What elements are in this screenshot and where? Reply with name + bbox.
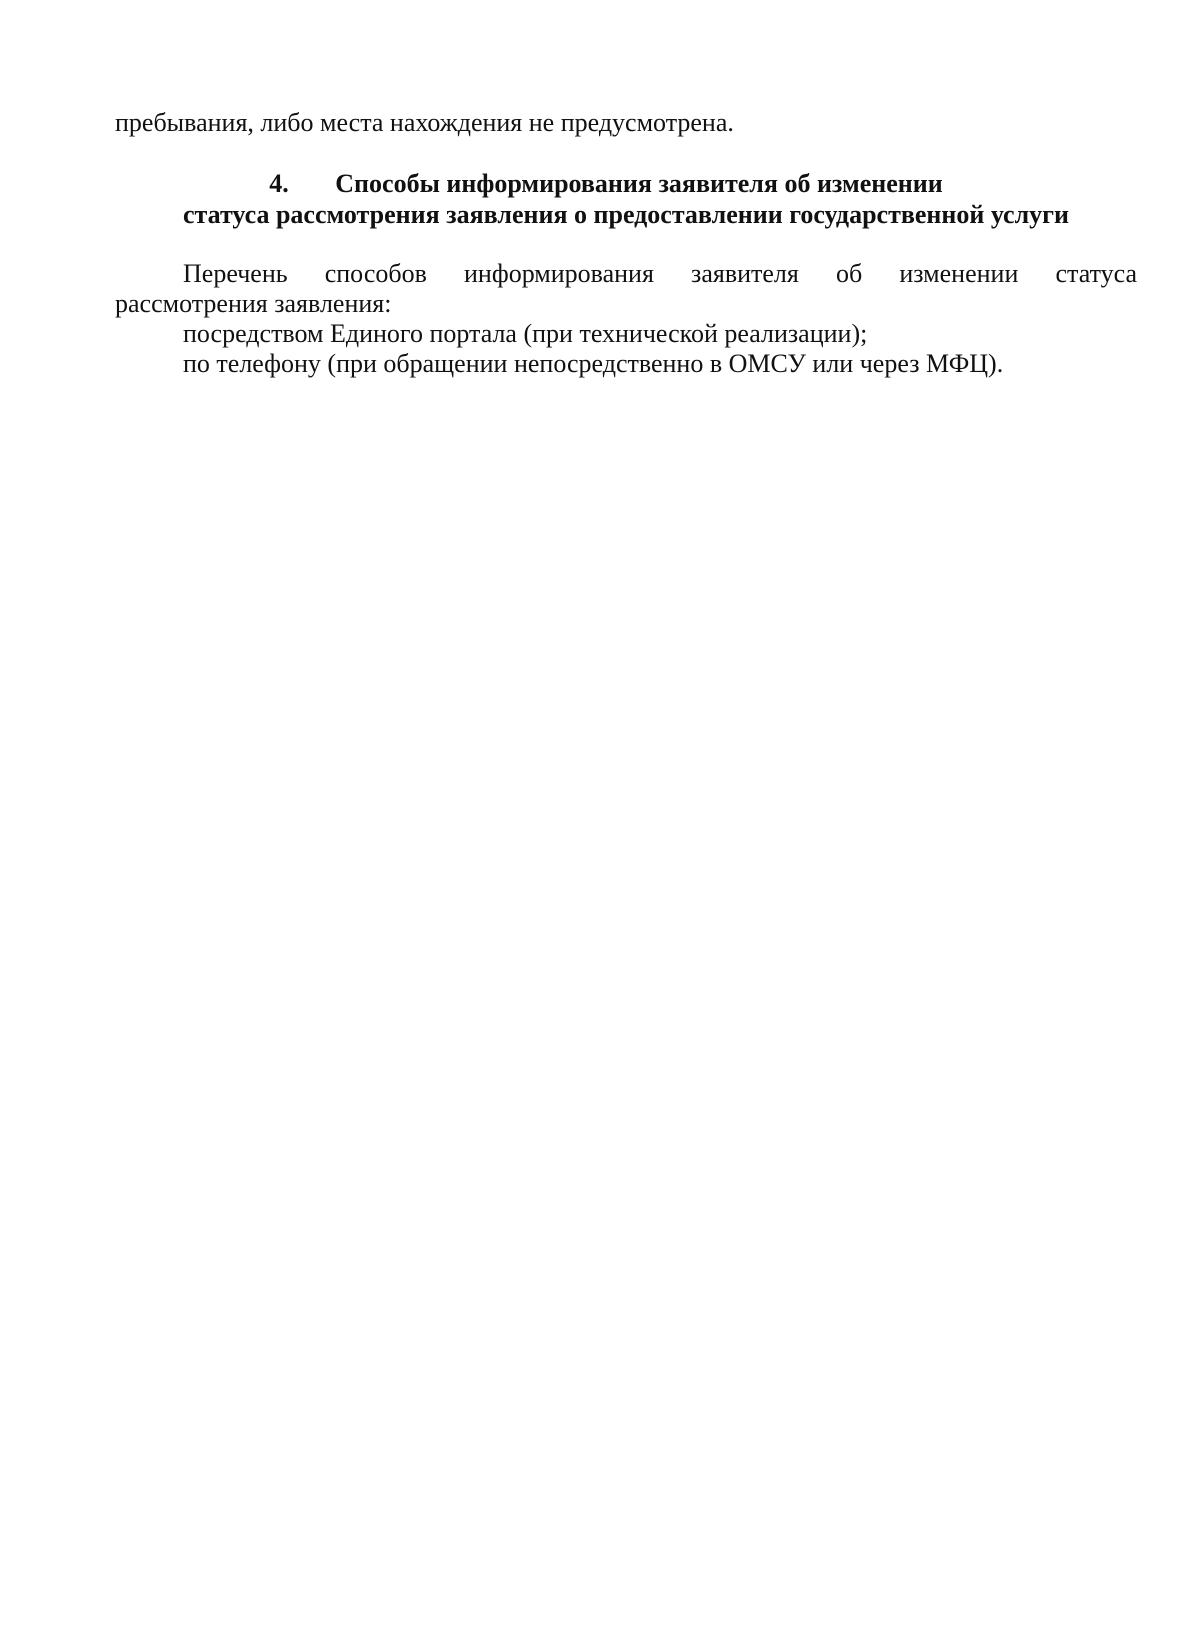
list-item: по телефону (при обращении непосредственно в ОМСУ или через МФЦ). xyxy=(183,349,1004,378)
paragraph-line-2: рассмотрения заявления: xyxy=(115,289,392,318)
list-item: посредством Единого портала (при технической реализации); xyxy=(183,319,868,348)
section-heading xyxy=(115,168,1137,230)
section-title-part-2: статуса рассмотрения заявления о предоставлении государственной услуги xyxy=(183,200,1069,229)
continuation-text: пребывания, либо места нахождения не предусмотрена. xyxy=(115,108,734,137)
section-title-part-1: Способы информирования заявителя об изменении xyxy=(335,169,943,198)
section-number: 4. xyxy=(269,169,289,198)
body-paragraph xyxy=(115,259,1137,379)
section-heading-line-1 xyxy=(115,168,1137,199)
paragraph-line-1: Перечень способов информирования заявителя об изменении статуса xyxy=(183,259,1137,288)
